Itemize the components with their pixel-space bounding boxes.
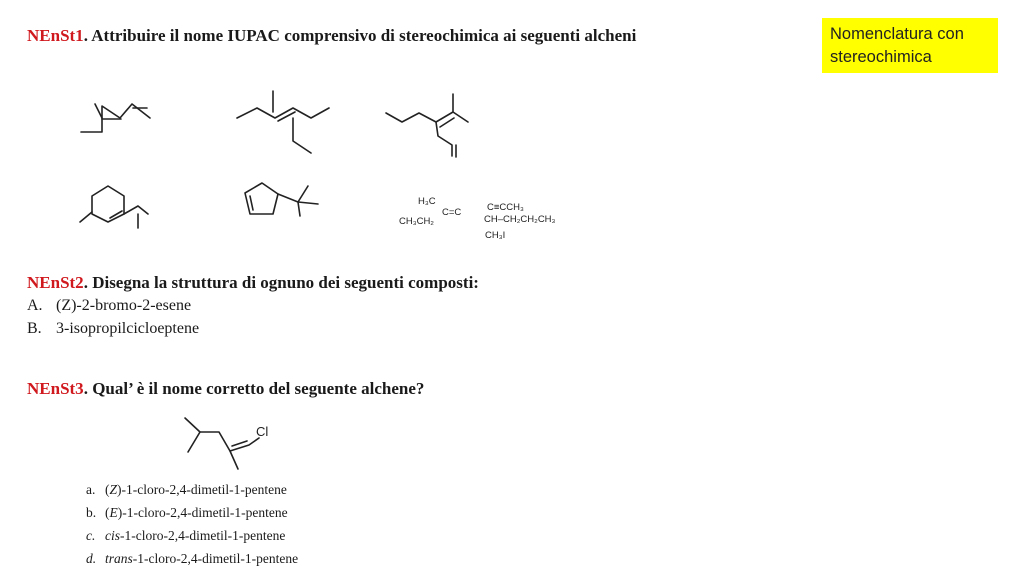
q3-chain: [200, 432, 259, 451]
item-text: 3-isopropilcicloeptene: [56, 320, 200, 337]
question-2-text: . Disegna la struttura di ognuno dei seguenti composti:: [83, 273, 479, 292]
option-c[interactable]: [86, 528, 285, 544]
question-3-code: NEnSt3: [27, 379, 84, 398]
structure-5-double-bond: [250, 196, 253, 210]
structure-3-double-bond: [440, 118, 454, 127]
structure-6-alkyne: C≡CCH₃: [487, 202, 524, 213]
structure-4-double-bond: [110, 211, 122, 218]
structure-6-chain: CH–CH₂CH₂CH₃: [484, 214, 556, 225]
option-label: b.: [86, 505, 97, 520]
option-suffix: )-1-cloro-2,4-dimetil-1-pentene: [117, 482, 287, 497]
structure-6-ethyl: CH₃CH₂: [399, 216, 434, 227]
q3-isopropyl: [185, 418, 200, 452]
question-2-item-a: [27, 297, 191, 315]
option-stereo: cis: [105, 528, 120, 543]
structure-4-isopropyl: [124, 206, 148, 214]
question-2-title: [27, 273, 479, 293]
structure-5-tbutyl-3: [298, 202, 300, 216]
option-prefix: (: [105, 482, 110, 497]
structure-2-ethyl: [293, 118, 311, 153]
question-2-item-b: [27, 320, 199, 338]
structure-4-ring: [92, 186, 124, 222]
option-label: d.: [86, 551, 97, 566]
topic-tag: [822, 18, 998, 73]
option-stereo: Z: [109, 482, 118, 497]
structure-6-h3c: H₃C: [418, 196, 436, 207]
option-label: c.: [86, 528, 96, 543]
question-2-code: NEnSt2: [27, 273, 84, 292]
option-suffix: -1-cloro-2,4-dimetil-1-pentene: [120, 528, 286, 543]
option-b[interactable]: [86, 505, 288, 521]
question-1-code: NEnSt1: [27, 26, 84, 45]
q3-methyl: [230, 451, 238, 469]
option-stereo: trans: [105, 551, 133, 566]
topic-tag-line-1: Nomenclatura con: [830, 25, 964, 43]
structure-6-alkene: C=C: [442, 207, 462, 218]
option-label: a.: [86, 482, 96, 497]
option-a[interactable]: [86, 482, 287, 498]
question-1-text: . Attribuire il nome IUPAC comprensivo di stereochimica ai seguenti alcheni: [83, 26, 637, 45]
option-stereo: E: [109, 505, 118, 520]
question-3-text: . Qual’ è il nome corretto del seguente alchene?: [83, 379, 425, 398]
structure-3-chain: [386, 112, 468, 122]
option-suffix: )-1-cloro-2,4-dimetil-1-pentene: [117, 505, 288, 520]
structure-5-tbutyl-2: [298, 202, 318, 204]
structure-5-tbutyl-1: [298, 186, 308, 202]
option-suffix: -1-cloro-2,4-dimetil-1-pentene: [132, 551, 299, 566]
structure-2-chain: [237, 108, 329, 118]
option-prefix: (: [105, 505, 110, 520]
structure-5-link: [278, 194, 298, 202]
structure-4-methyl: [80, 212, 92, 222]
q3-double-bond: [232, 441, 247, 446]
structure-6-methyl: CH₃I: [485, 230, 506, 241]
structure-1-methyl: [95, 104, 102, 118]
item-text: (Z)-2-bromo-2-esene: [56, 297, 192, 314]
q3-chlorine: Cl: [256, 424, 269, 439]
structure-3-allyl: [436, 122, 452, 156]
item-label: A.: [27, 297, 43, 314]
question-1-title: [27, 26, 636, 46]
option-d[interactable]: [86, 551, 298, 567]
item-label: B.: [27, 320, 42, 337]
question-3-title: [27, 379, 424, 399]
topic-tag-line-2: stereochimica: [830, 48, 932, 66]
